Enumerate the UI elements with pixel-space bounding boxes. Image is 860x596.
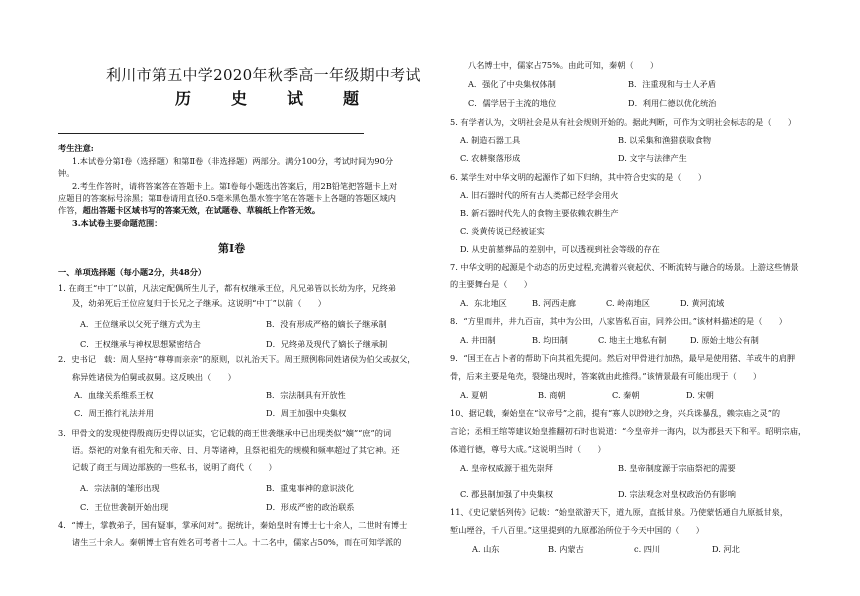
question-line: 9．“国王在占卜者的帮助下向其祖先提问。然后对甲骨进行加热，最早是使用猪、羊或牛的肩胛 bbox=[450, 353, 796, 363]
option[interactable]: D. 黄河流域 bbox=[680, 298, 725, 308]
question-line: 体道行德，尊号大成。”这说明当时（ ） bbox=[450, 444, 606, 454]
option[interactable]: B. 商朝 bbox=[538, 390, 566, 400]
option[interactable]: A. 夏朝 bbox=[460, 390, 488, 400]
notice-line: 应题目的答案标号涂黑；第Ⅱ卷请用直径0.5毫米黑色墨水签字笔在答题卡上各题的答题区域内 bbox=[58, 193, 396, 203]
question-line: 8．“方里而井，井九百亩，其中为公田，八家皆私百亩，同养公田。”该材料描述的是（ ） bbox=[450, 316, 787, 326]
notice-line: 作答，超出答题卡区域书写的答案无效，在试题卷、草稿纸上作答无效。 bbox=[58, 205, 321, 215]
option[interactable]: B. 均田制 bbox=[532, 335, 568, 345]
question-line: 4．“博士，掌教弟子，国有疑事，掌承问对”。据统计，秦始皇时有博士七十余人，二世时有博士 bbox=[58, 520, 408, 530]
question-line: 骨，后来主要是龟壳，裂缝出现时，答案就由此推得。”该情景最有可能出现于（ ） bbox=[450, 371, 762, 381]
option[interactable]: A. 旧石器时代的所有古人类都已经学会用火 bbox=[460, 190, 619, 200]
option[interactable]: C．王位世袭制开始出现 bbox=[80, 502, 169, 512]
option[interactable]: A．宗法制的雏形出现 bbox=[80, 483, 160, 493]
notice-heading: 考生注意: bbox=[58, 143, 94, 153]
option[interactable]: D. 从史前墓葬品的差别中，可以透视到社会等级的存在 bbox=[460, 244, 660, 254]
section-title: 一、单项选择题（每小题2分，共48分） bbox=[58, 267, 207, 277]
question-line: 11、《史记蒙恬列传》记载：“始皇欲游天下，道九原，直抵甘泉。乃使蒙恬通自九原抵甘泉， bbox=[450, 507, 789, 517]
option[interactable]: D. 原始土地公有制 bbox=[690, 335, 759, 345]
option[interactable]: A．强化了中央集权体制 bbox=[468, 79, 556, 89]
notice-line: 钟。 bbox=[58, 168, 75, 178]
option[interactable]: c. 四川 bbox=[634, 544, 661, 554]
option[interactable]: A. 井田制 bbox=[460, 335, 496, 345]
exam-subtitle: 历 史 试 题 bbox=[175, 89, 372, 108]
option[interactable]: B．重鬼事神的意识淡化 bbox=[266, 483, 354, 493]
option[interactable]: C. 地主土地私有制 bbox=[598, 335, 667, 345]
option[interactable]: B. 以采集和渔猎获取食物 bbox=[618, 135, 712, 145]
left-column bbox=[58, 0, 430, 596]
option[interactable]: A. 皇帝权威源于祖先崇拜 bbox=[460, 463, 553, 473]
option[interactable]: C. 秦朝 bbox=[612, 390, 640, 400]
option[interactable]: B. 新石器时代先人的食物主要依赖农耕生产 bbox=[460, 208, 619, 218]
option[interactable]: B．注重现和与士人矛盾 bbox=[628, 79, 716, 89]
option[interactable]: C．周王推行礼法并用 bbox=[74, 408, 154, 418]
question-line: 诸生三十余人。秦朝博士官有姓名可考者十二人。十二名中，儒家占50%，而在可知学派的 bbox=[72, 537, 402, 547]
option[interactable]: D. 宋朝 bbox=[686, 390, 714, 400]
option[interactable]: C. 炎黄传说已经被证实 bbox=[460, 226, 545, 236]
option[interactable]: D. 宗法观念对皇权政治仍有影响 bbox=[618, 489, 736, 499]
question-line: 7. 中华文明的起源是个动态的历史过程,充满着兴衰起伏、不断流转与融合的场景。上游这些情景 bbox=[450, 262, 799, 272]
option[interactable]: D．兄终弟及现代了嫡长子继承制 bbox=[266, 339, 388, 349]
notice-line: 1.本试卷分第Ⅰ卷（选择题）和第Ⅱ卷（非选择题）两部分。满分100分，考试时间为90分 bbox=[72, 156, 394, 166]
question-line: 2．史书记 载：周人坚持“尊尊而亲亲”的原则，以礼治天下。周王照例称同姓诸侯为伯父或叔父， bbox=[58, 354, 416, 364]
question-line: 八名博士中，儒家占75%。由此可知，秦朝（ ） bbox=[468, 60, 659, 70]
option[interactable]: B．没有形成严格的嫡长子继承制 bbox=[266, 319, 387, 329]
right-column bbox=[450, 0, 807, 596]
question-line: 1. 在商王“中丁”以前，凡法定配偶所生儿子，都有权继承王位，凡兄弟皆以长幼为序，兄终弟 bbox=[58, 283, 397, 293]
notice-line: 2.考生作答时，请将答案答在答题卡上。第Ⅰ卷每小题选出答案后，用2B铅笔把答题卡上对 bbox=[72, 181, 398, 191]
option[interactable]: A．王位继承以父死子继方式为主 bbox=[80, 319, 201, 329]
question-line: 及，幼弟死后王位应复归于长兄之子继承。这说明“中丁”以前（ ） bbox=[72, 298, 326, 308]
exam-title: 利川市第五中学2020年秋季高一年级期中考试 bbox=[106, 66, 421, 84]
option[interactable]: A．东北地区 bbox=[460, 298, 507, 308]
option[interactable]: B. 河西走廊 bbox=[532, 298, 576, 308]
divider-rule bbox=[58, 133, 364, 134]
option[interactable]: D. 河北 bbox=[712, 544, 740, 554]
question-line: 3．甲骨文的发现使得殷商历史得以证实，它记载的商王世袭继承中已出现类似“嫡”“庶”的词 bbox=[58, 428, 392, 438]
question-line: 语。祭祀的对象有祖先和天帝、日、月等诸神，且祭祀祖先的规模和频率超过了其它神。还 bbox=[72, 445, 400, 455]
option[interactable]: D．利用仁德以优化统治 bbox=[628, 98, 717, 108]
question-line: 6. 某学生对中华文明的起源作了如下归纳，其中符合史实的是（ ） bbox=[450, 172, 707, 182]
question-line: 10、据记载，秦始皇在“议帝号”之前，提有“寡人以眇眇之身，兴兵诛暴乱，赖宗庙之灵”的 bbox=[450, 408, 781, 418]
option[interactable]: D. 文字与法律产生 bbox=[618, 153, 687, 163]
option[interactable]: C．王权继承与神权思想紧密结合 bbox=[80, 339, 201, 349]
option[interactable]: C．儒学居于主流的地位 bbox=[468, 98, 557, 108]
part-title: 第Ⅰ卷 bbox=[218, 242, 246, 255]
option[interactable]: C. 郡县制加强了中央集权 bbox=[460, 489, 554, 499]
question-line: 堑山堙谷，千八百里。”这里提到的九原郡治所位于今天中国的（ ） bbox=[450, 525, 704, 535]
option[interactable]: A. 制造石器工具 bbox=[460, 135, 521, 145]
question-line: 记载了商王与周边部族的一些私书，说明了商代（ ） bbox=[72, 462, 277, 472]
question-line: 的主要舞台是（ ） bbox=[450, 279, 532, 289]
option[interactable]: C. 岭南地区 bbox=[606, 298, 650, 308]
question-line: 5. 有学者认为，文明社会是从有社会规则开始的。据此判断，可作为文明社会标志的是（ ） bbox=[450, 117, 797, 127]
option[interactable]: B. 皇帝制度源于宗庙祭祀的需要 bbox=[618, 463, 736, 473]
option[interactable]: D．形成严密的政治联系 bbox=[266, 502, 355, 512]
option[interactable]: A．血缘关系维系王权 bbox=[74, 390, 154, 400]
option[interactable]: B. 内蒙古 bbox=[548, 544, 584, 554]
notice-line: 3.本试卷主要命题范围： bbox=[72, 218, 163, 228]
option[interactable]: B．宗法制具有开放性 bbox=[266, 390, 346, 400]
question-line: 称异姓诸侯为伯舅或叔舅。这反映出（ ） bbox=[72, 372, 236, 382]
option[interactable]: D．周王加强中央集权 bbox=[266, 408, 347, 418]
question-line: 言论；丞相王绾等建议始皇推翻初石时也说道：“今皇帝并一海内，以为郡县天下和平。昭明宗庙， bbox=[450, 426, 807, 436]
option[interactable]: C. 农耕聚落形成 bbox=[460, 153, 521, 163]
option[interactable]: A. 山东 bbox=[472, 544, 500, 554]
